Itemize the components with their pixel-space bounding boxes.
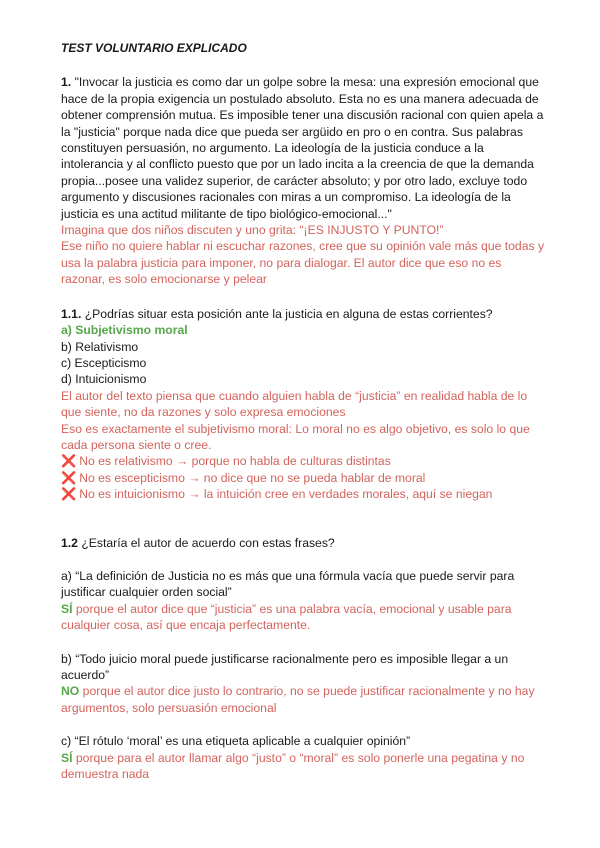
wrong-option-line — [61, 486, 547, 502]
section-1-1-question-line — [61, 306, 547, 322]
wrong-option-text: No es escepticismo → no dice que no se pueda hablar de moral — [79, 470, 426, 485]
option-b: b) Relativismo — [61, 339, 139, 354]
reason-b: porque el autor dice justo lo contrario, no se puede justificar racionalmente y no hay argumentos, solo persuasión emocional — [61, 684, 535, 715]
cross-icon: ❌ — [61, 487, 77, 502]
section-1-2-question-line — [61, 535, 547, 551]
section-1-2-question: ¿Estaría el autor de acuerdo con estas frases? — [81, 535, 335, 550]
reason-a: porque el autor dice que “justicia” es una palabra vacía, emocional y usable para cualquier cosa, así que encaja perfectamente. — [61, 601, 512, 633]
option-d: d) Intuicionismo — [61, 372, 147, 387]
statement-c: c) “El rótulo ‘moral’ es una etiqueta aplicable a cualquier opinión” — [61, 734, 411, 749]
statement-b-answer — [61, 683, 547, 716]
statement-c-answer — [61, 750, 547, 783]
section-1-2-number: 1.2 — [61, 535, 78, 550]
section-1-1-question: ¿Podrías situar esta posición ante la justicia en alguna de estas corrientes? — [84, 306, 493, 321]
section-1 — [61, 74, 547, 287]
wrong-option-text: No es intuicionismo → la intuición cree en verdades morales, aquí se niegan — [79, 487, 493, 502]
section-1-explanation-1: Imagina que dos niños discuten y uno grita: “¡ES INJUSTO Y PUNTO!” — [61, 223, 444, 238]
section-1-1-explanation-2: Eso es exactamente el subjetivismo moral: Lo moral no es algo objetivo, es solo lo que cada persona siente o cree. — [61, 421, 530, 452]
wrong-option-line — [61, 453, 547, 469]
statement-b: b) “Todo juicio moral puede justificarse racionalmente pero es imposible llegar a un acuerdo” — [61, 651, 509, 682]
quote-text: "Invocar la justicia es como dar un golpe sobre la mesa: una expresión emocional que hace de la propia exigencia un postulado absoluto. Esta no es una manera adecuada de obtener comprensión mutua. Es imposible tener una discusión racional con quien apela a la "justicia" porque nada dice que pueda ser argüido en pro o en contra. Sus palabras constituyen persuasión, no argumento. La ideología de la justicia conduce a la intolerancia y al conflicto puesto que por un lado incita a la creencia de que la demanda propia...posee una validez superior, de carácter absoluto; y por otro lado, excluye todo argumento y discusiones racionales con miras a un compromiso. La ideología de la justicia es una actitud militante de tipo biológico-emocional..." — [61, 75, 544, 221]
section-1-quote — [61, 74, 547, 222]
reason-c: porque para el autor llamar algo “justo” o “moral” es solo ponerle una pegatina y no demuestra nada — [61, 750, 525, 782]
wrong-option-text: No es relativismo → porque no habla de culturas distintas — [79, 454, 391, 469]
section-1-number: 1. — [61, 75, 72, 90]
option-c: c) Escepticismo — [61, 355, 147, 370]
verdict-b: NO — [61, 684, 80, 699]
document-page — [61, 40, 547, 782]
statement-a: a) “La definición de Justicia no es más que una fórmula vacía que puede servir para justificar cualquier orden social” — [61, 568, 515, 600]
verdict-a: SÍ — [61, 601, 73, 616]
verdict-c: SÍ — [61, 750, 73, 765]
statement-a-answer — [61, 601, 547, 634]
section-1-1-explanation-1: El autor del texto piensa que cuando alguien habla de “justicia” en realidad habla de lo que siente, no da razones y solo expresa emociones — [61, 388, 528, 420]
correct-option: a) Subjetivismo moral — [61, 323, 188, 338]
section-1-2 — [61, 535, 547, 783]
cross-icon: ❌ — [61, 470, 77, 485]
section-1-1 — [61, 306, 547, 503]
wrong-option-line — [61, 470, 547, 486]
document-title: TEST VOLUNTARIO EXPLICADO — [61, 41, 247, 55]
section-1-1-number: 1.1. — [61, 306, 82, 321]
section-1-explanation-2: Ese niño no quiere hablar ni escuchar razones, cree que su opinión vale más que todas y usa la palabra justicia para imponer, no para dialogar. El autor dice que eso no es razonar, es solo emocionarse y pelear — [61, 239, 545, 287]
cross-icon: ❌ — [61, 454, 77, 469]
